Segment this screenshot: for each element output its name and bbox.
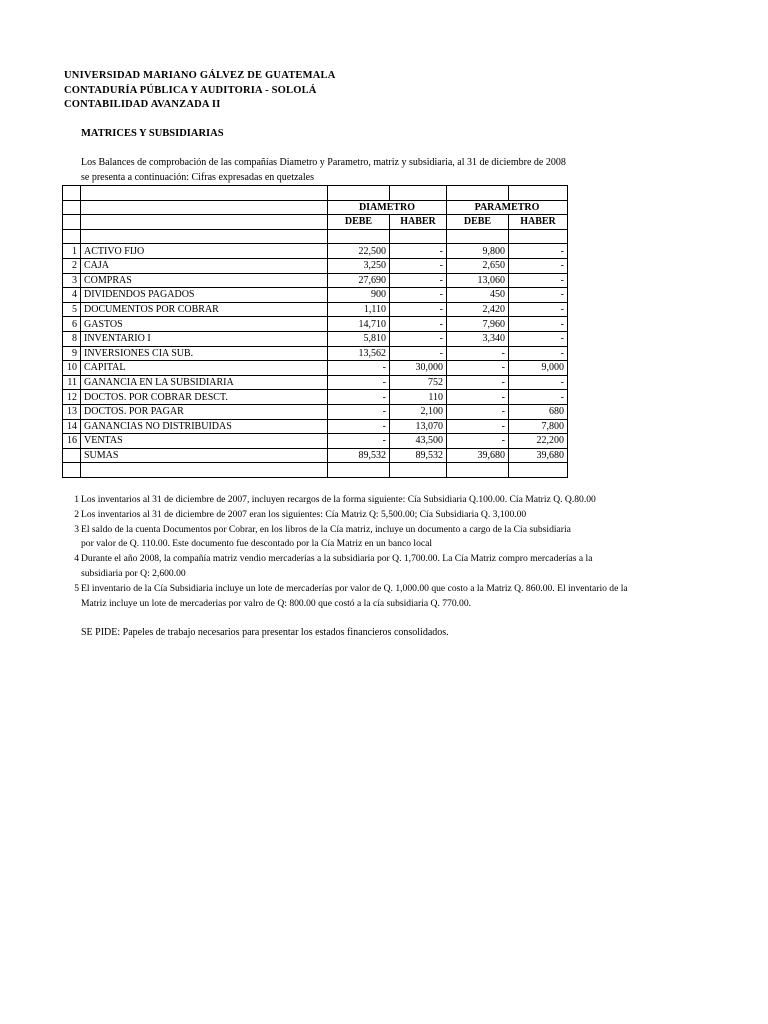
parametro-debe-cell: 2,420 bbox=[447, 302, 509, 317]
diametro-haber-cell: - bbox=[390, 273, 447, 288]
note-line: por valor de Q. 110.00. Este documento fue descontado por la Cía Matriz en un banco local bbox=[81, 538, 433, 550]
column-header-row bbox=[63, 215, 568, 230]
parametro-haber-cell: - bbox=[509, 331, 568, 346]
blank-cell bbox=[447, 463, 509, 478]
blank-cell bbox=[390, 463, 447, 478]
parametro-debe-cell: 9,800 bbox=[447, 244, 509, 259]
diametro-haber-header: HABER bbox=[390, 215, 447, 230]
account-name: GASTOS bbox=[81, 317, 328, 332]
diametro-haber-cell: - bbox=[390, 346, 447, 361]
note-text: El inventario de la Cía Subsidiaria incluye un lote de mercaderías por valor de Q. 1,000.00 que costo a la Matriz Q. 860.00. El inventario de la bbox=[81, 582, 628, 594]
note-line bbox=[61, 553, 592, 564]
table-row bbox=[63, 244, 568, 259]
totals-label: SUMAS bbox=[81, 448, 328, 463]
note-line bbox=[61, 494, 596, 505]
totals-number-cell bbox=[63, 448, 81, 463]
parametro-debe-cell: - bbox=[447, 346, 509, 361]
parametro-debe-total: 39,680 bbox=[447, 448, 509, 463]
diametro-debe-cell: 14,710 bbox=[328, 317, 390, 332]
note-number: 3 bbox=[74, 523, 79, 535]
note-text: Los inventarios al 31 de diciembre de 2007, incluyen recargos de la forma siguiente: Cía Subsidiaria Q.100.00. Cía Matriz Q. Q.80.00 bbox=[81, 494, 596, 505]
intro-line-1: Los Balances de comprobación de las compañías Diametro y Parametro, matriz y subsidiaria, al 31 de diciembre de 2008 bbox=[81, 157, 566, 168]
parametro-debe-cell: 2,650 bbox=[447, 258, 509, 273]
table-row bbox=[63, 404, 568, 419]
row-number: 12 bbox=[63, 390, 81, 405]
row-number: 10 bbox=[63, 361, 81, 376]
note-line: Matriz incluye un lote de mercaderias por valro de Q: 800.00 que costó a la cía subsidiaria Q. 770.00. bbox=[81, 597, 472, 609]
account-name: DOCUMENTOS POR COBRAR bbox=[81, 302, 328, 317]
row-number: 3 bbox=[63, 273, 81, 288]
parametro-debe-cell: - bbox=[447, 390, 509, 405]
parametro-debe-cell: - bbox=[447, 361, 509, 376]
group-header-row bbox=[63, 200, 568, 215]
row-number: 1 bbox=[63, 244, 81, 259]
diametro-debe-cell: - bbox=[328, 375, 390, 390]
account-name: DOCTOS. POR COBRAR DESCT. bbox=[81, 390, 328, 405]
parametro-haber-cell: 7,800 bbox=[509, 419, 568, 434]
diametro-debe-cell: 27,690 bbox=[328, 273, 390, 288]
diametro-haber-cell: - bbox=[390, 244, 447, 259]
parametro-haber-header: HABER bbox=[509, 215, 568, 230]
intro-line-2: se presenta a continuación: Cifras expresadas en quetzales bbox=[81, 172, 314, 183]
row-number: 16 bbox=[63, 434, 81, 449]
diametro-haber-cell: - bbox=[390, 258, 447, 273]
account-name: GANANCIAS NO DISTRIBUIDAS bbox=[81, 419, 328, 434]
faculty-name: CONTADURÍA PÚBLICA Y AUDITORIA - SOLOLÁ bbox=[64, 85, 317, 96]
account-name: INVENTARIO I bbox=[81, 331, 328, 346]
row-number: 9 bbox=[63, 346, 81, 361]
account-name: DIVIDENDOS PAGADOS bbox=[81, 288, 328, 303]
note-line bbox=[61, 524, 571, 535]
parametro-debe-cell: 13,060 bbox=[447, 273, 509, 288]
diametro-debe-cell: - bbox=[328, 390, 390, 405]
parametro-debe-cell: - bbox=[447, 404, 509, 419]
diametro-haber-cell: 110 bbox=[390, 390, 447, 405]
diametro-haber-cell: 2,100 bbox=[390, 404, 447, 419]
parametro-haber-cell: - bbox=[509, 375, 568, 390]
diametro-debe-cell: 900 bbox=[328, 288, 390, 303]
table-row bbox=[63, 346, 568, 361]
note-line bbox=[61, 583, 628, 594]
balance-table bbox=[62, 185, 568, 478]
account-name: CAPITAL bbox=[81, 361, 328, 376]
note-text: Los inventarios al 31 de diciembre de 2007 eran los siguientes: Cía Matriz Q: 5,500.00; Cía Subsidiaria Q. 3,100.00 bbox=[81, 508, 527, 520]
note-line bbox=[61, 509, 526, 520]
note-text: El saldo de la cuenta Documentos por Cobrar, en los libros de la Cía matriz, incluye un documento a cargo de la Cía subsidiaria bbox=[81, 523, 571, 535]
diametro-debe-cell: - bbox=[328, 404, 390, 419]
section-title: MATRICES Y SUBSIDIARIAS bbox=[81, 128, 224, 139]
totals-row bbox=[63, 448, 568, 463]
diametro-haber-cell: 13,070 bbox=[390, 419, 447, 434]
table-row bbox=[63, 331, 568, 346]
parametro-debe-cell: 7,960 bbox=[447, 317, 509, 332]
table-row bbox=[63, 361, 568, 376]
parametro-debe-cell: 3,340 bbox=[447, 331, 509, 346]
diametro-debe-cell: 1,110 bbox=[328, 302, 390, 317]
note-line: subsidiaria por Q: 2,600.00 bbox=[81, 568, 186, 579]
blank-row bbox=[63, 186, 568, 201]
diametro-debe-total: 89,532 bbox=[328, 448, 390, 463]
table-row bbox=[63, 375, 568, 390]
university-name: UNIVERSIDAD MARIANO GÁLVEZ DE GUATEMALA bbox=[64, 70, 336, 81]
diametro-debe-cell: - bbox=[328, 361, 390, 376]
diametro-debe-cell: 22,500 bbox=[328, 244, 390, 259]
parametro-haber-cell: 9,000 bbox=[509, 361, 568, 376]
parametro-debe-cell: - bbox=[447, 419, 509, 434]
note-text: Durante el año 2008, la compañía matriz vendio mercaderías a la subsidiaria por Q. 1,700.00. La Cía Matriz compro mercaderías a la bbox=[81, 553, 593, 565]
parametro-debe-cell: - bbox=[447, 434, 509, 449]
table-row bbox=[63, 434, 568, 449]
blank-row bbox=[63, 463, 568, 478]
row-number: 14 bbox=[63, 419, 81, 434]
note-number: 5 bbox=[74, 582, 79, 594]
parametro-haber-cell: - bbox=[509, 288, 568, 303]
parametro-haber-cell: - bbox=[509, 317, 568, 332]
parametro-haber-cell: 680 bbox=[509, 404, 568, 419]
parametro-haber-cell: - bbox=[509, 346, 568, 361]
blank-cell bbox=[509, 463, 568, 478]
table-row bbox=[63, 419, 568, 434]
parametro-haber-cell: - bbox=[509, 244, 568, 259]
account-name: CAJA bbox=[81, 258, 328, 273]
diametro-haber-cell: 30,000 bbox=[390, 361, 447, 376]
account-name: ACTIVO FIJO bbox=[81, 244, 328, 259]
account-name: INVERSIONES CIA SUB. bbox=[81, 346, 328, 361]
parametro-haber-cell: 22,200 bbox=[509, 434, 568, 449]
diametro-haber-cell: - bbox=[390, 317, 447, 332]
diametro-debe-cell: 13,562 bbox=[328, 346, 390, 361]
row-number: 4 bbox=[63, 288, 81, 303]
diametro-haber-cell: 43,500 bbox=[390, 434, 447, 449]
parametro-haber-cell: - bbox=[509, 390, 568, 405]
parametro-debe-cell: - bbox=[447, 375, 509, 390]
diametro-debe-cell: 5,810 bbox=[328, 331, 390, 346]
table-row bbox=[63, 317, 568, 332]
diametro-debe-cell: - bbox=[328, 434, 390, 449]
group-parametro: PARAMETRO bbox=[447, 200, 568, 215]
diametro-haber-cell: - bbox=[390, 302, 447, 317]
note-number: 2 bbox=[74, 508, 79, 520]
row-number: 8 bbox=[63, 331, 81, 346]
row-number: 13 bbox=[63, 404, 81, 419]
account-name: COMPRAS bbox=[81, 273, 328, 288]
blank-cell bbox=[81, 463, 328, 478]
blank-cell bbox=[328, 463, 390, 478]
account-name: DOCTOS. POR PAGAR bbox=[81, 404, 328, 419]
parametro-debe-header: DEBE bbox=[447, 215, 509, 230]
account-name: VENTAS bbox=[81, 434, 328, 449]
row-number: 6 bbox=[63, 317, 81, 332]
row-number: 11 bbox=[63, 375, 81, 390]
parametro-haber-cell: - bbox=[509, 302, 568, 317]
diametro-debe-cell: 3,250 bbox=[328, 258, 390, 273]
account-name: GANANCIA EN LA SUBSIDIARIA bbox=[81, 375, 328, 390]
parametro-debe-cell: 450 bbox=[447, 288, 509, 303]
row-number: 5 bbox=[63, 302, 81, 317]
diametro-haber-cell: 752 bbox=[390, 375, 447, 390]
diametro-haber-cell: - bbox=[390, 288, 447, 303]
table-row bbox=[63, 258, 568, 273]
blank-row bbox=[63, 229, 568, 244]
group-diametro: DIAMETRO bbox=[328, 200, 447, 215]
diametro-debe-header: DEBE bbox=[328, 215, 390, 230]
course-name: CONTABILIDAD AVANZADA II bbox=[64, 99, 221, 110]
table-row bbox=[63, 273, 568, 288]
note-number: 4 bbox=[74, 553, 79, 565]
diametro-haber-cell: - bbox=[390, 331, 447, 346]
row-number: 2 bbox=[63, 258, 81, 273]
requirement-text: SE PIDE: Papeles de trabajo necesarios para presentar los estados financieros consolidados. bbox=[81, 627, 449, 638]
parametro-haber-total: 39,680 bbox=[509, 448, 568, 463]
table-row bbox=[63, 302, 568, 317]
note-number: 1 bbox=[74, 494, 79, 505]
parametro-haber-cell: - bbox=[509, 273, 568, 288]
diametro-haber-total: 89,532 bbox=[390, 448, 447, 463]
table-row bbox=[63, 390, 568, 405]
blank-cell bbox=[63, 463, 81, 478]
parametro-haber-cell: - bbox=[509, 258, 568, 273]
table-row bbox=[63, 288, 568, 303]
diametro-debe-cell: - bbox=[328, 419, 390, 434]
